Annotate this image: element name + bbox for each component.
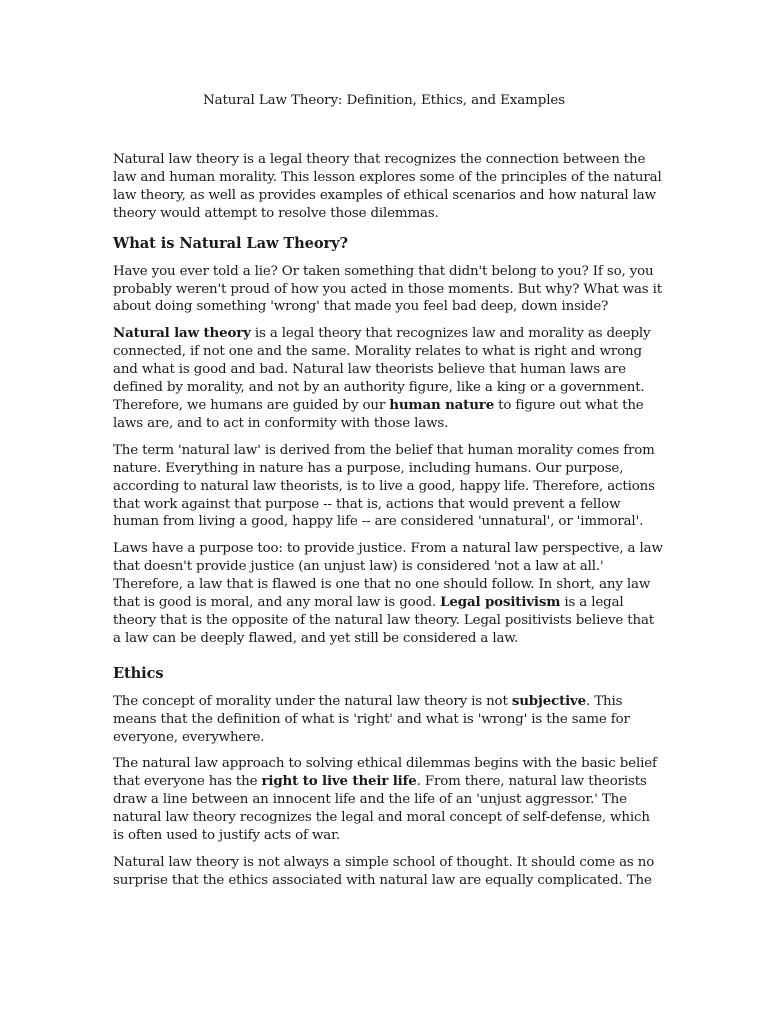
paragraph-natural-law-definition	[113, 325, 663, 432]
paragraph-lie-question: Have you ever told a lie? Or taken something that didn't belong to you? If so, you probably weren't proud of how you acted in those moments. But why? What was it about doing something 'wrong' that made you feel bad deep, down inside?	[113, 263, 663, 315]
document-body	[113, 151, 663, 899]
paragraph-complicated-ethics: Natural law theory is not always a simple school of thought. It should come as no surprise that the ethics associated with natural law are equally complicated. The	[113, 855, 655, 888]
paragraph-laws-purpose	[113, 540, 663, 647]
paragraph-text: The natural law approach to solving ethical dilemmas begins with the basic belief that everyone has the	[113, 756, 657, 790]
paragraph-ethical-dilemmas	[113, 755, 663, 845]
term-subjective: subjective	[511, 692, 587, 709]
term-legal-positivism: Legal positivism	[440, 594, 561, 611]
term-natural-law-theory: Natural law theory	[113, 325, 251, 342]
paragraph-text: is a legal theory that recognizes law and morality as deeply connected, if not one and the same. Morality relates to what is right and wrong and what is good and bad. Natural law theorists believe that human laws are defined by morality, and not by an authority figure, like a king or a government. Therefore, we humans are guided by our	[113, 326, 651, 413]
paragraph-text: . From there, natural law theorists draw a line between an innocent life and the life of an 'unjust aggressor.' The natural law theory recognizes the legal and moral concept of self-defense, which is often used to justify acts of war.	[113, 774, 650, 844]
section-heading-what-is-natural-law: What is Natural Law Theory?	[113, 234, 348, 252]
intro-paragraph: Natural law theory is a legal theory that recognizes the connection between the law and human morality. This lesson explores some of the principles of the natural law theory, as well as provides examples of ethical scenarios and how natural law theory would attempt to resolve those dilemmas.	[113, 152, 662, 221]
paragraph-text: Laws have a purpose too: to provide justice. From a natural law perspective, a law that doesn't provide justice (an unjust law) is considered 'not a law at all.' Therefore, a law that is flawed is one that no one should follow. In short, any law that is good is moral, and any moral law is good.	[113, 541, 663, 611]
paragraph-morality-subjective	[113, 693, 663, 747]
paragraph-text: is a legal theory that is the opposite of the natural law theory. Legal positivists believe that a law can be deeply flawed, and yet still be considered a law.	[113, 595, 655, 646]
document-title: Natural Law Theory: Definition, Ethics, and Examples	[202, 93, 565, 108]
paragraph-text: to figure out what the laws are, and to act in conformity with those laws.	[113, 397, 644, 431]
term-human-nature: human nature	[389, 396, 495, 413]
paragraph-text: . This means that the definition of what is 'right' and what is 'wrong' is the same for everyone, everywhere.	[113, 693, 630, 745]
paragraph-text: The concept of morality under the natural law theory is not	[113, 693, 512, 709]
section-heading-ethics: Ethics	[113, 664, 164, 682]
paragraph-natural-law-origin: The term 'natural law' is derived from the belief that human morality comes from nature. Everything in nature has a purpose, including humans. Our purpose, according to natural law theorists, is to live a good, happy life. Therefore, actions that work against that purpose -- that is, actions that would prevent a fellow human from living a good, happy life -- are considered 'unnatural', or 'immoral'.	[113, 442, 655, 530]
term-right-to-live: right to live their life	[261, 773, 417, 790]
